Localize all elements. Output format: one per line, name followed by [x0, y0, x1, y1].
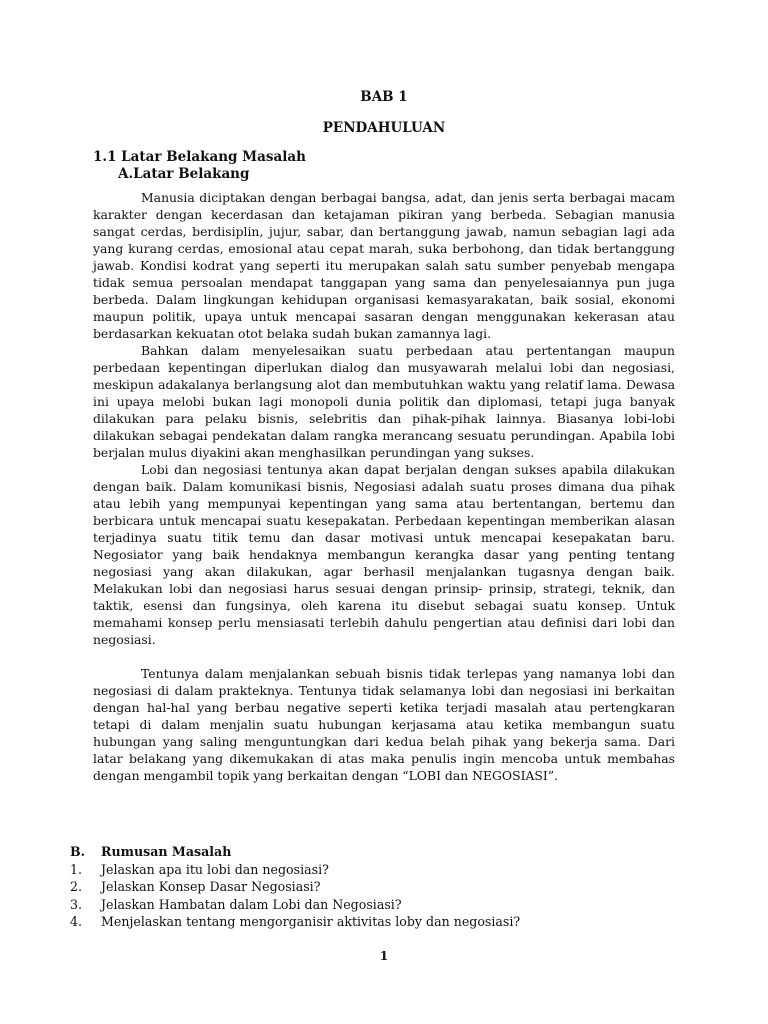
subsection-title: A.Latar Belakang [118, 166, 250, 182]
list-item-text: Menjelaskan tentang mengorganisir aktivitas loby dan negosiasi? [101, 914, 521, 929]
section-title: 1.1 Latar Belakang Masalah [93, 149, 306, 165]
paragraph: Manusia diciptakan dengan berbagai bangsa, adat, dan jenis serta berbagai macam karakter dengan kecerdasan dan ketajaman pikiran yang berbeda. Sebagian manusia sangat cerdas, berdisiplin, jujur, sabar, dan bertanggung jawab, namun sebagian lagi ada yang kurang cerdas, emosional atau cepat marah, suka berbohong, dan tidak bertanggung jawab. Kondisi kodrat yang seperti itu merupakan salah satu sumber penyebab mengapa tidak semua persoalan mendapat tanggapan yang sama dan penyelesaiannya pun juga berbeda. Dalam lingkungan kehidupan organisasi kemasyarakatan, baik sosial, ekonomi maupun politik, upaya untuk mencapai sasaran dengan menggunakan kekerasan atau berdasarkan kekuatan otot belaka sudah bukan zamannya lagi. [93, 190, 675, 341]
list-item-text: Jelaskan Konsep Dasar Negosiasi? [101, 879, 321, 894]
list-marker: B. [70, 844, 86, 859]
chapter-heading: BAB 1 [360, 89, 408, 105]
body-text [93, 189, 675, 784]
paragraph: Lobi dan negosiasi tentunya akan dapat berjalan dengan sukses apabila dilakukan dengan baik. Dalam komunikasi bisnis, Negosiasi adalah suatu proses dimana dua pihak atau lebih yang mempunyai kepentingan yang sama atau bertentangan, bertemu dan berbicara untuk mencapai suatu kesepakatan. Perbedaan kepentingan memberikan alasan terjadinya suatu titik temu dan dasar motivasi untuk mencapai kesepakatan baru. Negosiator yang baik hendaknya membangun kerangka dasar yang penting tentang negosiasi yang akan dilakukan, agar berhasil menjalankan tugasnya dengan baik. Melakukan lobi dan negosiasi harus sesuai dengan prinsip- prinsip, strategi, teknik, dan taktik, esensi dan fungsinya, oleh karena itu disebut sebagai suatu konsep. Untuk memahami konsep perlu mensiasati terlebih dahulu pengertian atau definisi dari lobi dan negosiasi. [93, 462, 675, 647]
list-item [70, 896, 690, 914]
chapter-title: PENDAHULUAN [322, 120, 446, 136]
list-item-number: 4. [70, 914, 83, 929]
paragraph: Tentunya dalam menjalankan sebuah bisnis tidak terlepas yang namanya lobi dan negosiasi di dalam prakteknya. Tentunya tidak selamanya lobi dan negosiasi ini berkaitan dengan hal-hal yang berbau negative seperti ketika terjadi masalah atau pertengkaran tetapi di dalam menjalin suatu hubungan kerjasama atau ketika membangun suatu hubungan yang saling menguntungkan dari kedua belah pihak yang bekerja sama. Dari latar belakang yang dikemukakan di atas maka penulis ingin mencoba untuk membahas dengan mengambil topik yang berkaitan dengan “LOBI dan NEGOSIASI”. [93, 666, 675, 783]
list-item [70, 878, 690, 896]
rumusan-title-row [70, 843, 690, 861]
list-item-text: Jelaskan apa itu lobi dan negosiasi? [101, 861, 329, 877]
list-title: Rumusan Masalah [101, 844, 232, 859]
list-item [70, 861, 690, 879]
list-item [70, 913, 690, 931]
page-number: 1 [379, 948, 389, 963]
list-item-number: 3. [70, 896, 83, 912]
list-item-number: 2. [70, 879, 83, 894]
rumusan-masalah-list [70, 843, 690, 931]
paragraph: Bahkan dalam menyelesaikan suatu perbedaan atau pertentangan maupun perbedaan kepentingan diperlukan dialog dan musyawarah melalui lobi dan negosiasi, meskipun adakalanya berlangsung alot dan membutuhkan waktu yang relatif lama. Dewasa ini upaya melobi bukan lagi monopoli dunia politik dan diplomasi, tetapi juga banyak dilakukan para pelaku bisnis, selebritis dan pihak-pihak lainnya. Biasanya lobi-lobi dilakukan sebagai pendekatan dalam rangka merancang sesuatu perundingan. Apabila lobi berjalan mulus diyakini akan menghasilkan perundingan yang sukses. [93, 343, 675, 460]
list-item-number: 1. [70, 861, 83, 877]
list-item-text: Jelaskan Hambatan dalam Lobi dan Negosiasi? [101, 896, 402, 912]
